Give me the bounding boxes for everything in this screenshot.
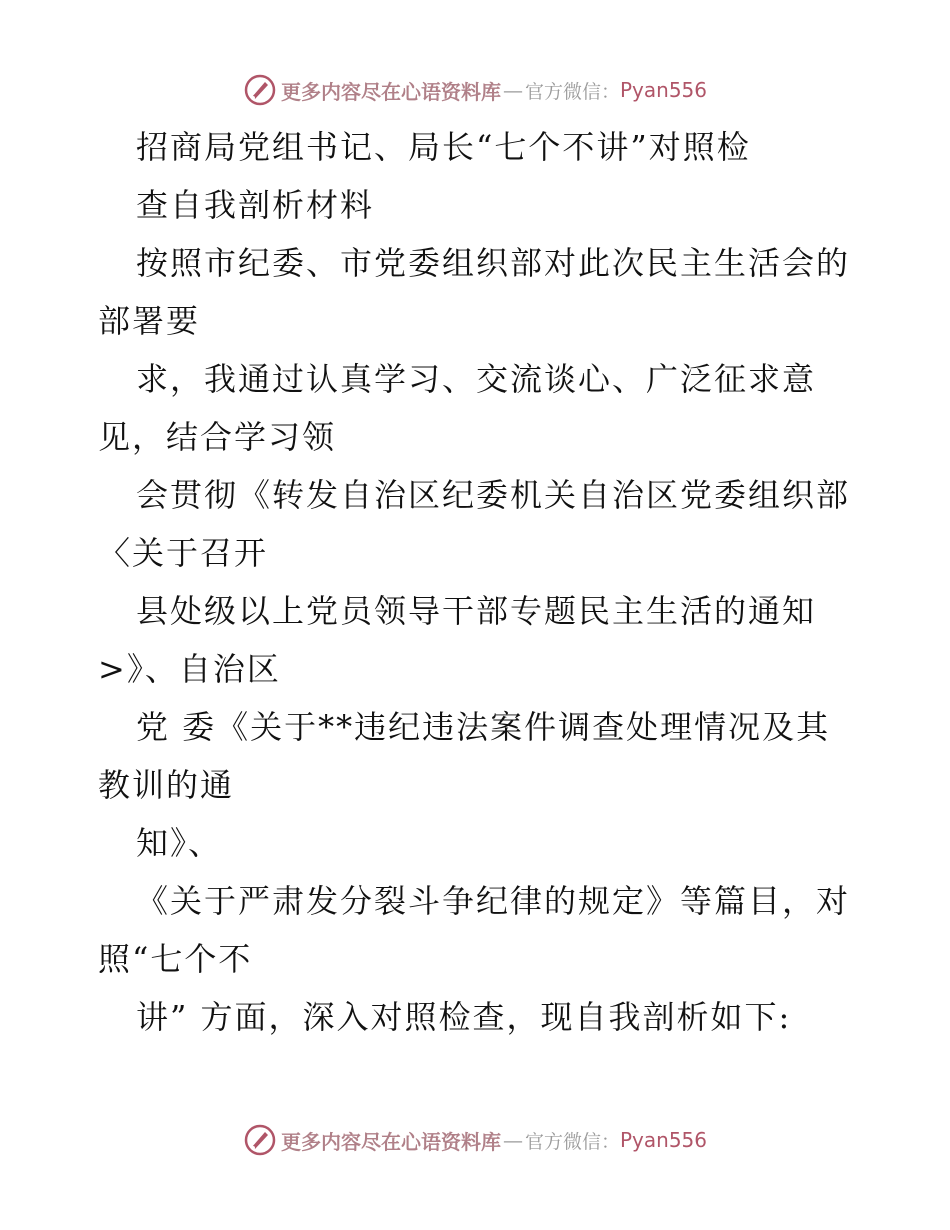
hand-pen-logo-icon bbox=[243, 73, 277, 107]
doc-line: 〈关于召开 bbox=[98, 534, 269, 572]
hand-pen-logo-icon bbox=[243, 1123, 277, 1157]
header-watermark bbox=[0, 70, 950, 110]
watermark-wechat-label: 官方微信： bbox=[524, 80, 620, 103]
doc-line: 县处级以上党员领导干部专题民主生活的通知 bbox=[136, 592, 817, 630]
doc-line: 招商局党组书记、局长“七个不讲”对照检 bbox=[136, 128, 751, 166]
watermark-site-text: 更多内容尽在心语资料库 bbox=[280, 1129, 501, 1154]
footer-watermark bbox=[0, 1120, 950, 1160]
doc-line: 教训的通 bbox=[98, 766, 235, 804]
doc-line: 党 委《关于**违纪违法案件调查处理情况及其 bbox=[136, 708, 831, 746]
doc-line: 讲” 方面，深入对照检查，现自我剖析如下: bbox=[136, 998, 792, 1036]
watermark-wechat-label: 官方微信： bbox=[524, 1130, 620, 1153]
watermark-site-text: 更多内容尽在心语资料库 bbox=[280, 79, 501, 104]
document-body bbox=[98, 118, 898, 1046]
watermark-wechat-id: Pyan556 bbox=[620, 78, 708, 102]
watermark-dash: — bbox=[502, 78, 523, 102]
doc-line: 按照市纪委、市党委组织部对此次民主生活会的 bbox=[136, 244, 851, 282]
watermark-dash: — bbox=[502, 1128, 523, 1152]
doc-line: 见，结合学习领 bbox=[98, 418, 337, 456]
doc-line: 求，我通过认真学习、交流谈心、广泛征求意 bbox=[136, 360, 817, 398]
watermark-wechat-id: Pyan556 bbox=[620, 1128, 708, 1152]
doc-line: 知》、 bbox=[136, 824, 223, 862]
doc-line: 照“七个不 bbox=[98, 940, 253, 978]
doc-line: 会贯彻《转发自治区纪委机关自治区党委组织部 bbox=[136, 476, 851, 514]
doc-line: 查自我剖析材料 bbox=[136, 186, 375, 224]
doc-line: 《关于严肃发分裂斗争纪律的规定》等篇目，对 bbox=[136, 882, 851, 920]
doc-line: 部署要 bbox=[98, 302, 201, 340]
doc-line: >》、自治区 bbox=[98, 650, 281, 688]
